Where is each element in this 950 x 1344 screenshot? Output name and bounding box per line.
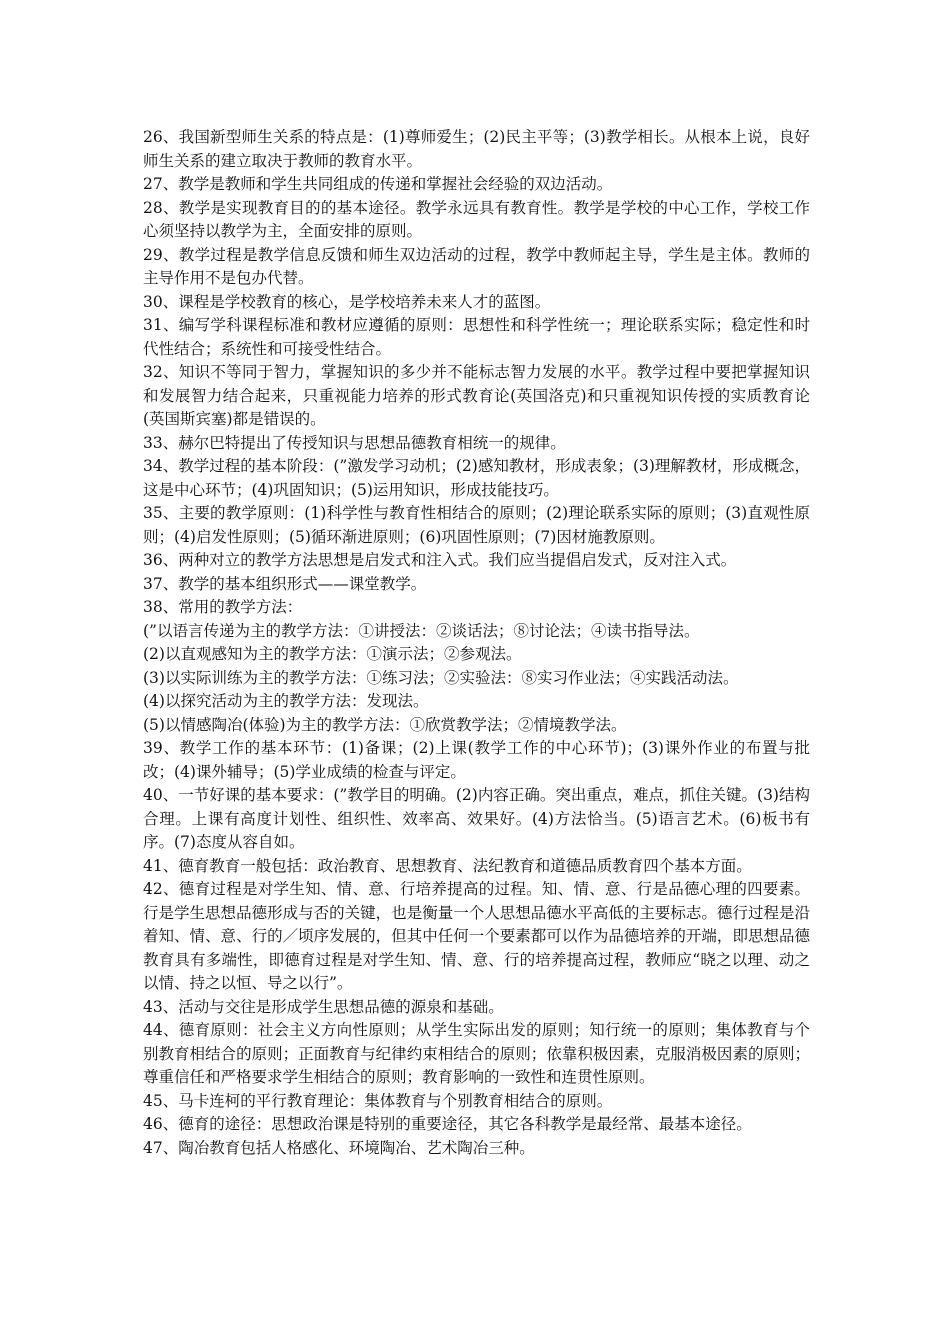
paragraph-42: 42、德育过程是对学生知、情、意、行培养提高的过程。知、情、意、行是品德心理的四要素。行是学生思想品德形成与否的关键，也是衡量一个人思想品德水平高低的主要标志。德行过程是沿着知、情、意、行的／顷序发展的，但其中任何一个要素都可以作为品德培养的开端，即思想品德教育具有多端性，即德育过程是对学生知、情、意、行的培养提高过程，教师应“晓之以理、动之以情、持之以恒、导之以行”。 [143,880,810,992]
paragraph-47: 47、陶冶教育包括人格感化、环境陶冶、艺术陶冶三种。 [143,1138,535,1157]
paragraph-28: 28、教学是实现教育目的的基本途径。教学永远具有教育性。教学是学校的中心工作，学校工作心须坚持以教学为主，全面安排的原则。 [143,198,810,240]
method-item-4: (4)以探究活动为主的教学方法：发现法。 [143,692,429,710]
paragraph-38: 38、常用的教学方法： [143,598,303,616]
paragraph-27: 27、教学是教师和学生共同组成的传递和掌握社会经验的双边活动。 [143,175,613,193]
method-item-3: (3)以实际训练为主的教学方法：①练习法；②实验法：⑧实习作业法；④实践活动法。 [143,668,739,687]
paragraph-44: 44、德育原则：社会主义方向性原则；从学生实际出发的原则；知行统一的原则；集体教育与个别教育相结合的原则；正面教育与纪律约束相结合的原则；依靠积极因素，克服消极因素的原则；尊重信任和严格要求学生相结合的原则；教育影响的一致性和连贯性原则。 [143,1021,810,1086]
paragraph-43: 43、活动与交往是形成学生思想品德的源泉和基础。 [143,997,504,1016]
paragraph-36: 36、两种对立的教学方法思想是启发式和注入式。我们应当提倡启发式，反对注入式。 [143,551,737,569]
paragraph-37: 37、教学的基本组织形式——课堂教学。 [143,574,427,593]
paragraph-31: 31、编写学科课程标准和教材应遵循的原则：思想性和科学性统一；理论联系实际；稳定性和时代性结合；系统性和可接受性结合。 [143,316,810,358]
method-item-2: (2)以直观感知为主的教学方法：①演示法；②参观法。 [143,645,522,663]
paragraph-26: 26、我国新型师生关系的特点是：(1)尊师爱生；(2)民主平等；(3)教学相长。从根本上说，良好师生关系的建立取决于教师的教育水平。 [143,128,810,170]
method-item-5: (5)以情感陶冶(体验)为主的教学方法：①欣赏教学法；②情境教学法。 [143,715,627,734]
paragraph-46: 46、德育的途径：思想政治课是特别的重要途径，其它各科教学是最经常、最基本途径。 [143,1115,752,1133]
paragraph-29: 29、教学过程是教学信息反馈和师生双边活动的过程，教学中教师起主导，学生是主体。教师的主导作用不是包办代替。 [143,245,810,287]
paragraph-39: 39、教学工作的基本环节：(1)备课；(2)上课(教学工作的中心环节)；(3)课外作业的布置与批改；(4)课外辅导；(5)学业成绩的检查与评定。 [143,739,810,781]
method-item-1: (”以语言传递为主的教学方法：①讲授法：②谈话法；⑧讨论法；④读书指导法。 [143,621,700,640]
paragraph-45: 45、马卡连柯的平行教育理论：集体教育与个别教育相结合的原则。 [143,1091,613,1110]
paragraph-40: 40、一节好课的基本要求：(”教学目的明确。(2)内容正确。突出重点，难点，抓住关键。(3)结构合理。上课有高度计划性、组织性、效率高、效果好。(4)方法恰当。(5)语言艺术。(6)板书有序。(7)态度从容自如。 [143,786,810,851]
document-body [143,126,810,1160]
paragraph-41: 41、德育教育一般包括：政治教育、思想教育、法纪教育和道德品质教育四个基本方面。 [143,856,752,875]
paragraph-33: 33、赫尔巴特提出了传授知识与思想品德教育相统一的规律。 [143,433,566,452]
paragraph-30: 30、课程是学校教育的核心，是学校培养未来人才的蓝图。 [143,292,551,311]
paragraph-35: 35、主要的教学原则：(1)科学性与教育性相结合的原则；(2)理论联系实际的原则；(3)直观性原则；(4)启发性原则；(5)循环渐进原则；(6)巩固性原则；(7)因材施教原则。 [143,504,810,546]
paragraph-34: 34、教学过程的基本阶段：(”激发学习动机；(2)感知教材，形成表象；(3)理解教材，形成概念，这是中心环节；(4)巩固知识；(5)运用知识，形成技能技巧。 [143,457,810,499]
paragraph-32: 32、知识不等同于智力，掌握知识的多少并不能标志智力发展的水平。教学过程中要把掌握知识和发展智力结合起来，只重视能力培养的形式教育论(英国洛克)和只重视知识传授的实质教育论(英国斯宾塞)都是错误的。 [143,363,810,428]
